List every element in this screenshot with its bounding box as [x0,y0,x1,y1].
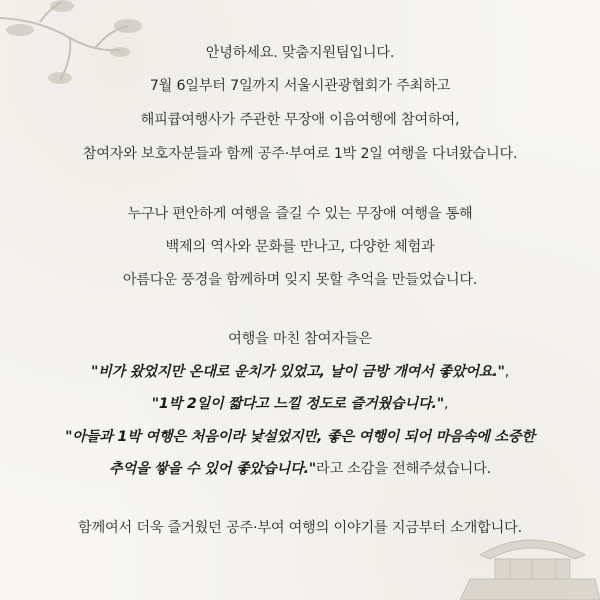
quote-separator: , [443,396,449,412]
quote-text: 추억을 쌓을 수 있어 좋았습니다." [109,461,316,477]
text-line: 7월 6일부터 7일까지 서울시관광협회가 주최하고 [149,78,451,94]
quote-line [0,427,600,447]
text-line: 백제의 역사와 문화를 만나고, 다양한 체험과 [165,239,435,255]
text-line: 여행을 마친 참여자들은 [228,331,372,347]
quote-tail-text: 라고 소감을 전해주셨습니다. [315,461,491,477]
quote-separator: , [504,364,510,380]
quote-text: "아들과 1박 여행은 처음이라 낯설었지만, 좋은 여행이 되어 마음속에 소중한 [65,429,535,445]
text-line: 해피큡여행사가 주관한 무장애 이음여행에 참여하여, [140,112,460,128]
quote-text: "1박 2일이 짧다고 느낄 정도로 즐거웠습니다." [151,396,444,412]
quote-text: "비가 왔었지만 온대로 운치가 있었고, 날이 금방 개여서 좋았어요." [90,364,505,380]
text-line: 참여자와 보호자분들과 함께 공주·부여로 1박 2일 여행을 다녀왔습니다. [82,146,518,162]
text-line: 누구나 편안하게 여행을 즐길 수 있는 무장애 여행을 통해 [127,206,473,222]
greeting-line: 안녕하세요. 맞춤지원팀입니다. [205,45,395,61]
quote-line [0,394,600,414]
text-line: 아름다운 풍경을 함께하며 잊지 못할 추억을 만들었습니다. [122,272,478,288]
quote-line [0,362,600,382]
closing-line: 함께여서 더욱 즐거웠던 공주·부여 여행의 이야기를 지금부터 소개합니다. [78,520,522,536]
quote-line [0,459,600,479]
